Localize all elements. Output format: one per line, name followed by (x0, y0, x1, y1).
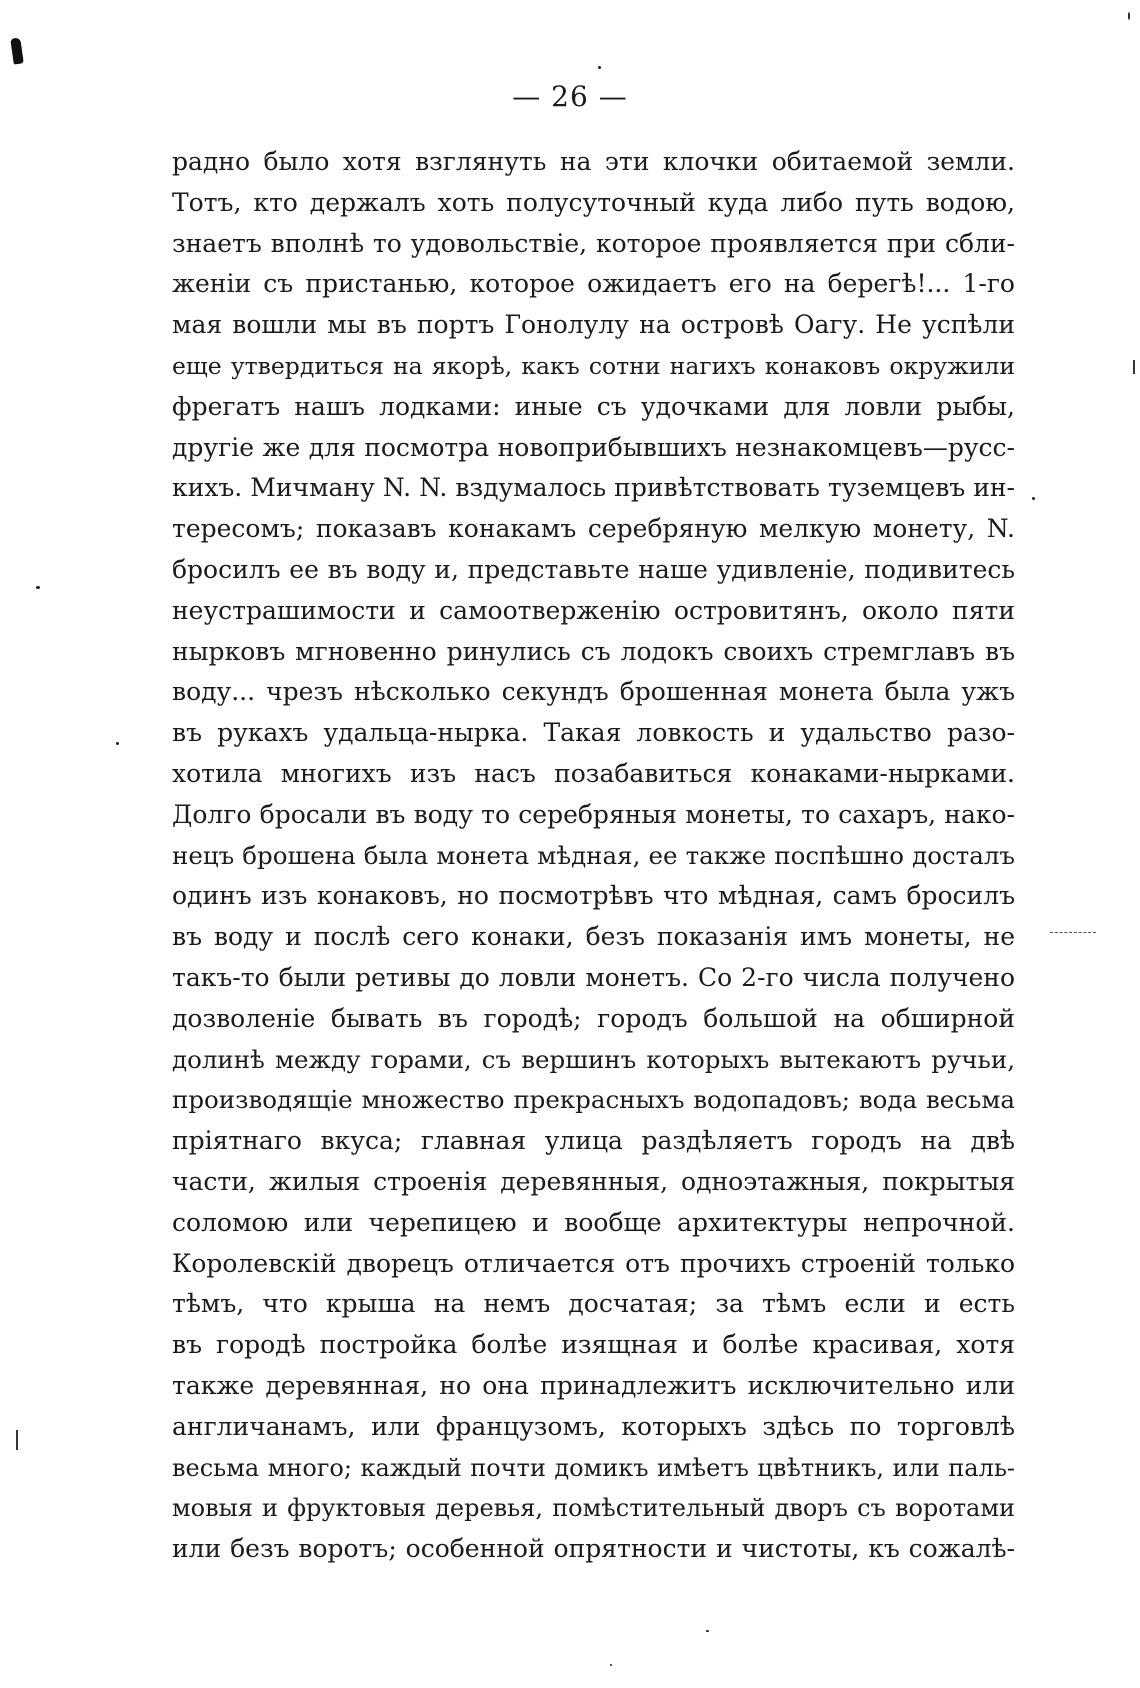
body-text (172, 142, 1015, 1570)
text-line: тересомъ; показавъ конакамъ серебряную мелкую монету, N. (172, 514, 1015, 544)
text-line: радно было хотя взглянуть на эти клочки обитаемой земли. (172, 147, 1015, 176)
scan-speck (598, 66, 601, 69)
edge-mark (1133, 360, 1135, 374)
text-line: такъ-то были ретивы до ловли монетъ. Со 2-го числа получено (172, 962, 1015, 992)
text-line: долинѣ между горами, съ вершинъ которыхъ вытекаютъ ручьи, (172, 1044, 1015, 1074)
edge-mark (16, 1430, 18, 1450)
text-line: мовыя и фруктовыя деревья, помѣстительный дворъ съ воротами (172, 1494, 1015, 1523)
text-line: неустрашимости и самоотверженію островитянъ, около пяти (172, 595, 1015, 625)
text-line: Королевскій дворецъ отличается отъ прочихъ строеній только (172, 1248, 1015, 1278)
scan-speck (1128, 12, 1130, 20)
text-line: одинъ изъ конаковъ, но посмотрѣвъ что мѣдная, самъ бросилъ (172, 881, 1015, 911)
text-line: воду... чрезъ нѣсколько секундъ брошенная монета была ужъ (172, 677, 1015, 707)
text-line: въ городѣ постройка болѣе изящная и болѣе красивая, хотя (172, 1330, 1015, 1360)
text-line: англичанамъ, или французомъ, которыхъ здѣсь по торговлѣ (172, 1411, 1015, 1441)
text-line: или безъ воротъ; особенной опрятности и чистоты, къ сожалѣ- (172, 1534, 1015, 1564)
text-line: нырковъ мгновенно ринулись съ лодокъ своихъ стремглавъ въ (172, 636, 1015, 666)
text-line: Тотъ, кто держалъ хоть полусуточный куда либо путь водою, (172, 187, 1015, 217)
text-line: Долго бросали въ воду то серебряныя монеты, то сахаръ, нако- (172, 799, 1015, 829)
text-line: соломою или черепицею и вообще архитектуры непрочной. (172, 1207, 1015, 1237)
scan-speck (116, 742, 119, 745)
text-line: хотила многихъ изъ насъ позабавиться конаками-нырками. (172, 758, 1015, 788)
text-line: весьма много; каждый почти домикъ имѣетъ цвѣтникъ, или паль- (172, 1453, 1015, 1482)
text-line: нецъ брошена была монета мѣдная, ее также поспѣшно досталъ (172, 840, 1015, 870)
text-line: пріятнаго вкуса; главная улица раздѣляетъ городъ на двѣ (172, 1126, 1015, 1156)
scan-speck (36, 586, 40, 589)
text-line: части, жилыя строенія деревянныя, одноэтажныя, покрытыя (172, 1166, 1015, 1196)
scan-speck (706, 1630, 709, 1632)
scan-speck (610, 1664, 612, 1666)
text-line: въ рукахъ удальца-нырка. Такая ловкость и удальство разо- (172, 718, 1015, 748)
margin-dash (1050, 932, 1096, 934)
scan-speck (1032, 497, 1035, 500)
page-number: — 26 — (512, 80, 628, 113)
text-line: бросилъ ее въ воду и, представьте наше удивленіе, подивитесь (172, 554, 1015, 584)
text-line: фрегатъ нашъ лодками: иные съ удочками для ловли рыбы, (172, 391, 1015, 421)
text-line: также деревянная, но она принадлежитъ исключительно или (172, 1370, 1015, 1400)
text-line: мая вошли мы въ портъ Гонолулу на островѣ Оагу. Не успѣли (172, 310, 1015, 340)
text-line: производящіе множество прекрасныхъ водопадовъ; вода весьма (172, 1085, 1015, 1115)
text-line: тѣмъ, что крыша на немъ досчатая; за тѣмъ если и есть (172, 1289, 1015, 1319)
text-line: еще утвердиться на якорѣ, какъ сотни нагихъ конаковъ окружили (172, 351, 1015, 380)
text-line: женіи съ пристанью, которое ожидаетъ его на берегѣ!... 1-го (172, 269, 1015, 299)
text-line: дозволеніе бывать въ городѣ; городъ большой на обширной (172, 1003, 1015, 1033)
ink-blot (10, 37, 24, 64)
text-line: знаетъ вполнѣ то удовольствіе, которое проявляется при сбли- (172, 228, 1015, 258)
text-line: кихъ. Мичману N. N. вздумалось привѣтствовать туземцевъ ин- (172, 473, 1015, 503)
text-line: другіе же для посмотра новоприбывшихъ незнакомцевъ—русс- (172, 432, 1015, 462)
text-line: въ воду и послѣ сего конаки, безъ показанія имъ монеты, не (172, 922, 1015, 952)
